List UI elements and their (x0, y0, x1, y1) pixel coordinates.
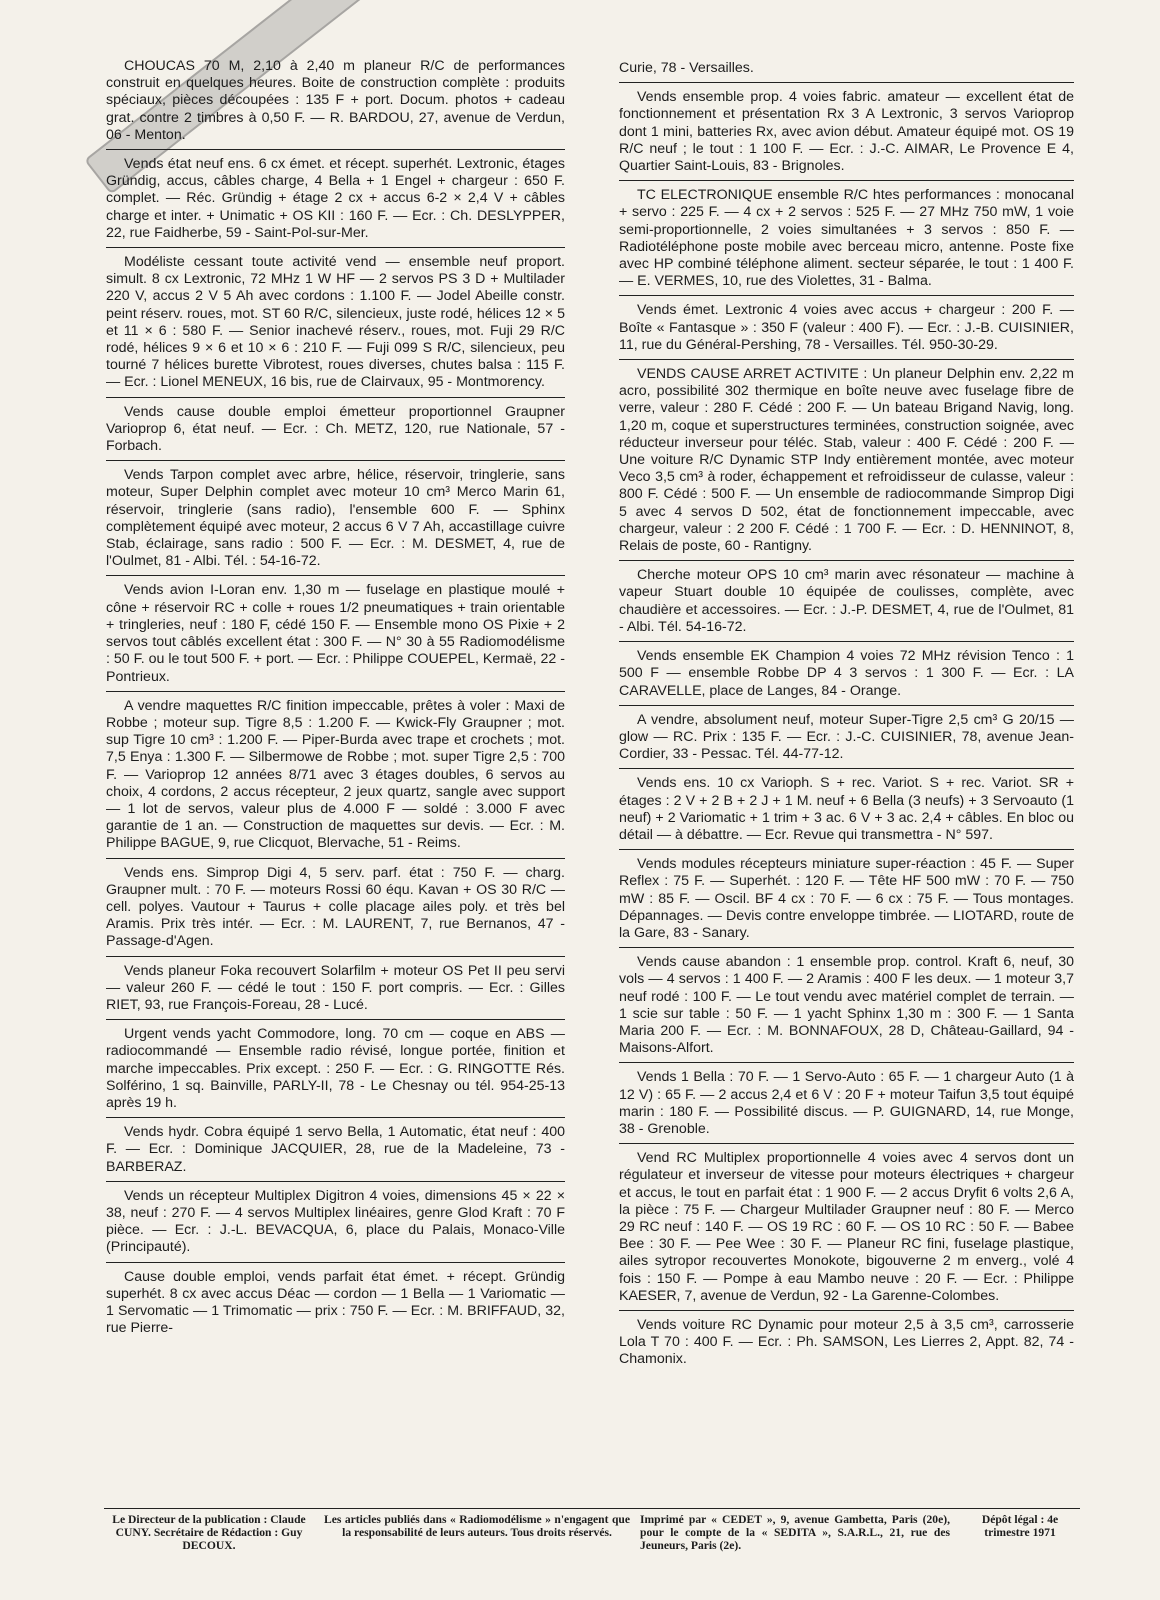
classified-ad: CHOUCAS 70 M, 2,10 à 2,40 m planeur R/C de performances construit en quelques heures. Boite de construction complète : produits spéciaux, pièces découpées : 135 F + port. Docum. photos + cadeau grat. contre 2 timbres à 0,50 F. — R. BARDOU, 27, avenue de Verdun, 06 - Menton. (106, 58, 565, 150)
classified-ad: Vends cause double emploi émetteur proportionnel Graupner Varioprop 6, état neuf. — Ecr. : Ch. METZ, 120, rue Nationale, 57 - Forbach. (106, 404, 565, 462)
classifieds-right-column (619, 60, 1074, 1380)
classified-ad: Modéliste cessant toute activité vend — ensemble neuf proport. simult. 8 cx Lextronic, 72 MHz 1 W HF — 2 servos PS 3 D + Multilader 220 V, accus 2 V 5 Ah avec cordons : 1.100 F. — Jodel Abeille constr. peint réserv. roues, mot. ST 60 R/C, silencieux, juste rodé, hélices 12 × 5 et 11 × 6 : 580 F. — Senior inachevé réserv., roues, mot. Fuji 29 R/C rodé, hélices 9 × 6 et 10 × 6 : 210 F. — Fuji 099 S R/C, silencieux, peu tourné 7 hélices burette Vibrotest, roues diverses, chutes balsa : 115 F. — Ecr. : Lionel MENEUX, 16 bis, rue de Clairvaux, 95 - Montmorency. (106, 254, 565, 398)
classified-ad: Vends planeur Foka recouvert Solarfilm + moteur OS Pet II peu servi — valeur 260 F. — cédé le tout : 150 F. port compris. — Ecr. : Gilles RIET, 93, rue François-Foreau, 28 - Lucé. (106, 963, 565, 1021)
classifieds-left-column (106, 58, 565, 1348)
classified-ad: Urgent vends yacht Commodore, long. 70 cm — coque en ABS — radiocommandé — Ensemble radio révisé, longue portée, finition et marche impeccables. Prix except. : 250 F. — Ecr. : G. RINGOTTE Rés. Solférino, 1 sq. Bainville, PARLY-II, 78 - Le Chesnay ou tél. 954-25-13 après 19 h. (106, 1026, 565, 1118)
classified-ad: Vends modules récepteurs miniature super-réaction : 45 F. — Super Reflex : 75 F. — Superhét. : 120 F. — Tête HF 500 mW : 70 F. — 750 mW : 85 F. — Oscil. BF 4 cx : 70 F. — 6 cx : 75 F. — Tous montages. Dépannages. — Devis contre enveloppe timbrée. — LIOTARD, route de la Gare, 83 - Sanary. (619, 856, 1074, 948)
classified-ad: Vends cause abandon : 1 ensemble prop. control. Kraft 6, neuf, 30 vols — 4 servos : 1 400 F. — 2 Aramis : 400 F les deux. — 1 moteur 3,7 neuf rodé : 100 F. — Le tout vendu avec matériel complet de terrain. — 1 scie sur table : 50 F. — 1 yacht Sphinx 1,30 m : 300 F. — 1 Santa Maria 200 F. — Ecr. : M. BONNAFOUX, 28 D, Château-Gaillard, 94 - Maisons-Alfort. (619, 954, 1074, 1063)
classified-ad: Cherche moteur OPS 10 cm³ marin avec résonateur — machine à vapeur Stuart double 10 équipée de coulisses, complète, avec chaudière et accessoires. — Ecr. : J.-P. DESMET, 4, rue de l'Oulmet, 81 - Albi. Tél. 54-16-72. (619, 567, 1074, 642)
classified-ad: Vends ensemble EK Champion 4 voies 72 MHz révision Tenco : 1 500 F — ensemble Robbe DP 4 3 servos : 1 300 F. — Ecr. : LA CARAVELLE, place de Langes, 84 - Orange. (619, 648, 1074, 706)
classified-ad-continuation: Curie, 78 - Versailles. (619, 60, 1074, 83)
classified-ad: Vends ens. Simprop Digi 4, 5 serv. parf. état : 750 F. — charg. Graupner mult. : 70 F. — moteurs Rossi 60 équ. Kavan + OS 30 R/C — cell. polyes. Vautour + Taurus + colle placage ailes poly. et très bel Aramis. Prix très intér. — Ecr. : M. LAURENT, 7, rue Bernanos, 47 - Passage-d'Agen. (106, 865, 565, 957)
classified-ad: Vends 1 Bella : 70 F. — 1 Servo-Auto : 65 F. — 1 chargeur Auto (1 à 12 V) : 65 F. — 2 accus 2,4 et 6 V : 20 F + moteur Taifun 3,5 tout équipé marin : 180 F. — Possibilité discus. — P. GUIGNARD, 14, rue Monge, 38 - Grenoble. (619, 1069, 1074, 1144)
classified-ad: Vends voiture RC Dynamic pour moteur 2,5 à 3,5 cm³, carrosserie Lola T 70 : 400 F. — Ecr. : Ph. SAMSON, Les Lierres 2, Appt. 82, 74 - Chamonix. (619, 1317, 1074, 1368)
classified-ad: A vendre maquettes R/C finition impeccable, prêtes à voler : Maxi de Robbe ; moteur sup. Tigre 8,5 : 1.200 F. — Kwick-Fly Graupner ; mot. sup Tigre 10 cm³ : 1.200 F. — Piper-Burda avec trape et crochets ; mot. 7,5 Enya : 1.300 F. — Silbermowe de Robbe ; mot. super Tigre 2,5 : 700 F. — Varioprop 12 années 8/71 avec 3 étages doubles, 6 servos au choix, 4 cordons, 2 accus récepteur, 2 jeux quartz, sangle avec support — 1 lot de servos, valeur plus de 4.000 F — soldé : 3.000 F avec garantie de 1 an. — Construction de maquettes sur devis. — Ecr. : M. Philippe BAGUE, 9, rue Clicquot, Blervache, 51 - Reims. (106, 698, 565, 859)
classified-ad: Vends ens. 10 cx Varioph. S + rec. Variot. S + rec. Variot. SR + étages : 2 V + 2 B + 2 J + 1 M. neuf + 6 Bella (3 neufs) + 3 Servoauto (1 neuf) + 2 Variomatic + 1 trim + 3 ac. 6 V + 3 ac. 2,4 + câbles. En bloc ou détail — à débattre. — Ecr. Revue qui transmettra - N° 597. (619, 775, 1074, 850)
classified-ad: Vends un récepteur Multiplex Digitron 4 voies, dimensions 45 × 22 × 38, neuf : 270 F. — 4 servos Multiplex linéaires, genre Glod Kraft : 70 F pièce. — Ecr. : J.-L. BEVACQUA, 6, place du Palais, Monaco-Ville (Principauté). (106, 1188, 565, 1263)
classified-ad: Vends ensemble prop. 4 voies fabric. amateur — excellent état de fonctionnement et présentation Rx 3 A Lextronic, 3 servos Varioprop dont 1 mini, batteries Rx, avec avion début. Amateur équipé mot. OS 19 R/C neuf ; le tout : 1 100 F. — Ecr. : J.-C. AIMAR, Le Provence E 4, Quartier Saint-Louis, 83 - Brignoles. (619, 89, 1074, 181)
classified-ad: Vend RC Multiplex proportionnelle 4 voies avec 4 servos dont un régulateur et inverseur de vitesse pour moteurs électriques + chargeur et accus, le tout en parfait état : 1 900 F. — 2 accus Dryfit 6 volts 2,6 A, la pièce : 75 F. — Chargeur Multilader Graupner neuf : 80 F. — Merco 29 RC neuf : 140 F. — OS 19 RC : 60 F. — OS 10 RC : 50 F. — Babee Bee : 30 F. — Pee Wee : 30 F. — Planeur RC fini, fuselage plastique, ailes sytropor recouvertes Monokote, bigouverne 2 m enverg., volé 4 fois : 150 F. — Pompe à eau Mambo neuve : 20 F. — Ecr. : Philippe KAESER, 7, avenue de Verdun, 92 - La Garenne-Colombes. (619, 1150, 1074, 1311)
footer-director: Le Directeur de la publication : Claude CUNY. Secrétaire de Rédaction : Guy DECOUX. (112, 1513, 306, 1552)
classified-ad: Vends émet. Lextronic 4 voies avec accus + chargeur : 200 F. — Boîte « Fantasque » : 350 F (valeur : 400 F). — Ecr. : J.-B. CUISINIER, 11, rue du Général-Pershing, 78 - Versailles. Tél. 950-30-29. (619, 302, 1074, 360)
classified-ad: Vends état neuf ens. 6 cx émet. et récept. superhét. Lextronic, étages Gründig, accus, câbles charge, 4 Bella + 1 Engel + chargeur : 650 F. complet. — Réc. Gründig + étage 2 cx + accus 6-2 × 2,4 V + câbles charge et inter. + Unimatic + OS KII : 160 F. — Ecr. : Ch. DESLYPPER, 22, rue Faidherbe, 59 - Saint-Pol-sur-Mer. (106, 156, 565, 248)
footer-legal-deposit: Dépôt légal : 4e trimestre 1971 (981, 1513, 1059, 1539)
classified-ad: Cause double emploi, vends parfait état émet. + récept. Gründig superhét. 8 cx avec accus Déac — cordon — 1 Bella — 1 Variomatic — 1 Servomatic — 1 Trimomatic — prix : 750 F. — Ecr. : M. BRIFFAUD, 32, rue Pierre- (106, 1268, 565, 1337)
classified-ad: A vendre, absolument neuf, moteur Super-Tigre 2,5 cm³ G 20/15 — glow — RC. Prix : 135 F. — Ecr. : J.-C. CUISINIER, 78, avenue Jean-Cordier, 33 - Pessac. Tél. 44-77-12. (619, 712, 1074, 770)
publication-footer (104, 1508, 1080, 1552)
classified-ad: TC ELECTRONIQUE ensemble R/C htes performances : monocanal + servo : 225 F. — 4 cx + 2 servos : 525 F. — 27 MHz 750 mW, 1 voie semi-proportionnelle, 2 voies simultanées + 3 servos : 850 F. — Radiotéléphone poste mobile avec berceau micro, antenne. Poste fixe avec HP combiné téléphone aliment. secteur séparée, le tout : 1 400 F. — E. VERMES, 10, rue des Violettes, 31 - Balma. (619, 187, 1074, 296)
classified-ad: VENDS CAUSE ARRET ACTIVITE : Un planeur Delphin env. 2,22 m acro, possibilité 302 thermique en boîte neuve avec fuselage fibre de verre, valeur : 280 F. Cédé : 200 F. — Un bateau Brigand Navig, long. 1,20 m, coque et superstructures terminées, construction soignée, avec réducteur inverseur pour téléc. Stab, valeur : 400 F. Cédé : 200 F. — Une voiture R/C Dynamic STP Indy entièrement montée, avec moteur Veco 3,5 cm³ à roder, échappement et refroidisseur de culasse, valeur : 800 F. Cédé : 500 F. — Un ensemble de radiocommande Simprop Digi 5 avec 4 servos D 502, état de fonctionnement impeccable, avec chargeur, valeur : 2 200 F. Cédé : 1 700 F. — Ecr. : D. HENNINOT, 8, Relais de poste, 60 - Rantigny. (619, 366, 1074, 561)
footer-printer: Imprimé par « CEDET », 9, avenue Gambetta, Paris (20e), pour le compte de la « SEDITA », S.A.R.L., 21, rue des Jeuneurs, Paris (2e). (640, 1513, 950, 1552)
classified-ad: Vends hydr. Cobra équipé 1 servo Bella, 1 Automatic, état neuf : 400 F. — Ecr. : Dominique JACQUIER, 28, rue de la Madeleine, 73 - BARBERAZ. (106, 1124, 565, 1182)
footer-articles-notice: Les articles publiés dans « Radiomodélisme » n'engagent que la responsabilité de leurs auteurs. Tous droits réservés. (324, 1513, 630, 1539)
classified-ad: Vends Tarpon complet avec arbre, hélice, réservoir, tringlerie, sans moteur, Super Delphin complet avec moteur 10 cm³ Merco Marin 61, réservoir, tringlerie (sans radio), l'ensemble 600 F. — Sphinx complètement équipé avec moteur, 2 accus 6 V 7 Ah, accastillage cuivre Stab, éclairage, sans radio : 500 F. — Ecr. : M. DESMET, 4, rue de l'Oulmet, 81 - Albi. Tél. : 54-16-72. (106, 467, 565, 576)
classified-ad: Vends avion I-Loran env. 1,30 m — fuselage en plastique moulé + cône + réservoir RC + colle + roues 1/2 pneumatiques + train orientable + tringleries, neuf : 180 F, cédé 150 F. — Ensemble mono OS Pixie + 2 servos tout câblés excellent état : 300 F. — N° 30 à 55 Radiomodélisme : 50 F. ou le tout 500 F. + port. — Ecr. : Philippe COUEPEL, Kermaë, 22 - Pontrieux. (106, 582, 565, 691)
